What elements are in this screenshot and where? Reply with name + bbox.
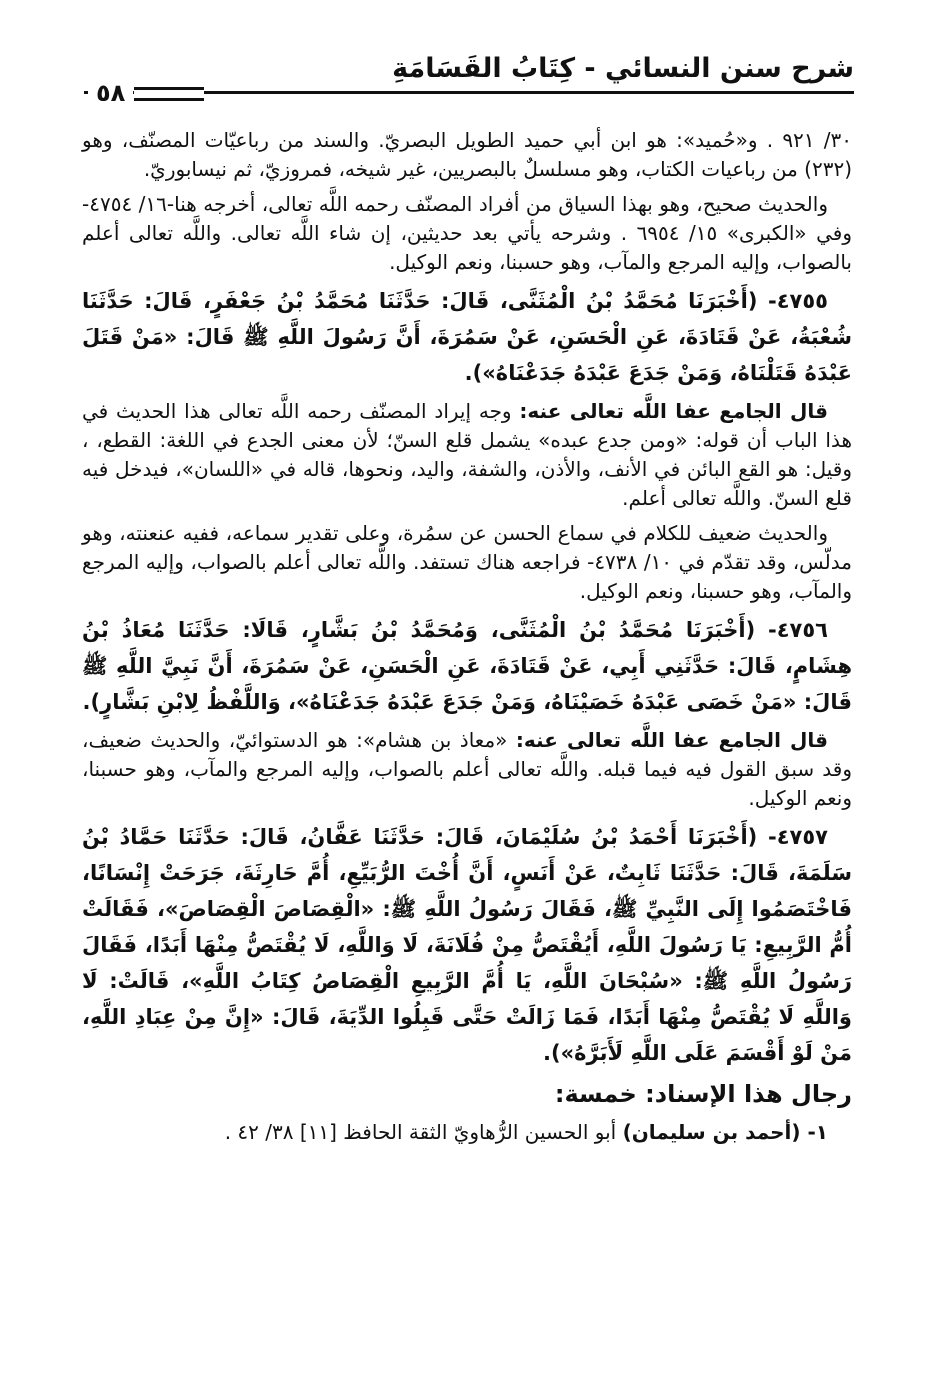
paragraph-isnad-note: ٣٠/ ٩٢١ . و«حُميد»: هو ابن أبي حميد الطويل البصريّ. والسند من رباعيّات المصنّف، وهو (٢٣٢) من رباعيات الكتاب، وهو مسلسلٌ بالبصريين، غير شيخه، فمروزيّ، ثم نيسابوريّ. [82, 128, 852, 181]
running-title: شرح سنن النسائي - كِتَابُ القَسَامَةِ [392, 53, 854, 84]
commentary-4756 [82, 726, 852, 813]
commentary-text: وجه إيراد المصنّف رحمه اللَّه تعالى هذا الحديث في هذا الباب أن قوله: «ومن جدع عبده» يشمل قلع السنّ؛ لأن معنى الجدع في اللغة: القطع، ، وقيل: هو القع البائن في الأنف، والأذن، والشفة، واليد، ونحوها، قاله في «اللسان»، فيدخل فيه قلع السنّ. واللَّه تعالى أعلم. [82, 399, 852, 510]
hadith-4756: ٤٧٥٦- (أَخْبَرَنَا مُحَمَّدُ بْنُ الْمُثَنَّى، وَمُحَمَّدُ بْنُ بَشَّارٍ، قَالَا: حَدَّثَنَا مُعَاذُ بْنُ هِشَامٍ، قَالَ: حَدَّثَنِي أَبِي، عَنْ قَتَادَةَ، عَنِ الْحَسَنِ، عَنْ سَمُرَةَ، أَنَّ نَبِيَّ اللَّهِ ﷺ قَالَ: «مَنْ خَصَى عَبْدَهُ خَصَيْنَاهُ، وَمَنْ جَدَعَ عَبْدَهُ جَدَعْنَاهُ»، وَاللَّفْظُ لِابْنِ بَشَّارٍ). [82, 618, 852, 714]
commentary-lead: قال الجامع عفا اللَّه تعالى عنه: [519, 399, 828, 423]
rijal-heading: رجال هذا الإسناد: خمسة: [554, 1080, 852, 1108]
hadith-4757: ٤٧٥٧- (أَخْبَرَنَا أَحْمَدُ بْنُ سُلَيْمَانَ، قَالَ: حَدَّثَنَا عَفَّانُ، قَالَ: حَدَّثَنَا حَمَّادُ بْنُ سَلَمَةَ، قَالَ: حَدَّثَنَا ثَابِتٌ، عَنْ أَنَسٍ، أَنَّ أُخْتَ الرُّبَيِّعِ، أُمَّ حَارِثَةَ، جَرَحَتْ إِنْسَانًا، فَاخْتَصَمُوا إِلَى النَّبِيِّ ﷺ، فَقَالَ رَسُولُ اللَّهِ ﷺ: «الْقِصَاصَ الْقِصَاصَ»، فَقَالَتْ أُمُّ الرَّبِيعِ: يَا رَسُولَ اللَّهِ، أَيُقْتَصُّ مِنْ فُلَانَةَ، لَا وَاللَّهِ، لَا يُقْتَصُّ مِنْهَا أَبَدًا، فَقَالَ رَسُولُ اللَّهِ ﷺ: «سُبْحَانَ اللَّهِ، يَا أُمَّ الرَّبِيعِ الْقِصَاصُ كِتَابُ اللَّهِ»، قَالَتْ: لَا وَاللَّهِ لَا يُقْتَصُّ مِنْهَا أَبَدًا، فَمَا زَالَتْ حَتَّى قَبِلُوا الدِّيَةَ، قَالَ: «إِنَّ مِنْ عِبَادِ اللَّهِ، مَنْ لَوْ أَقْسَمَ عَلَى اللَّهِ لَأَبَرَّهُ»). [82, 825, 852, 1065]
narrator-description: أبو الحسين الرُّهاويّ الثقة الحافظ [١١] ٣٨/ ٤٢ . [224, 1120, 623, 1144]
commentary-text: «معاذ بن هشام»: هو الدستوائيّ، والحديث ضعيف، وقد سبق القول فيه فيما قبله. واللَّه تعالى أعلم بالصواب، وإليه المرجع والمآب، وهو حسبنا، ونعم الوكيل. [82, 728, 852, 810]
page-body [82, 126, 852, 1153]
hadith-4755: ٤٧٥٥- (أَخْبَرَنَا مُحَمَّدُ بْنُ الْمُثَنَّى، قَالَ: حَدَّثَنَا مُحَمَّدُ بْنُ جَعْفَرٍ، قَالَ: حَدَّثَنَا شُعْبَةُ، عَنْ قَتَادَةَ، عَنِ الْحَسَنِ، عَنْ سَمُرَةَ، أَنَّ رَسُولَ اللَّهِ ﷺ قَالَ: «مَنْ قَتَلَ عَبْدَهُ قَتَلْنَاهُ، وَمَنْ جَدَعَ عَبْدَهُ جَدَعْنَاهُ»). [82, 289, 852, 385]
page-number-ornament [134, 87, 204, 101]
page-number: ٥٨ [88, 78, 133, 108]
commentary-4755 [82, 397, 852, 513]
rijal-item-1 [82, 1117, 852, 1147]
commentary-lead: قال الجامع عفا اللَّه تعالى عنه: [515, 728, 828, 752]
paragraph-hadith-grading: والحديث صحيح، وهو بهذا السياق من أفراد المصنّف رحمه اللَّه تعالى، أخرجه هنا-١٦/ ٤٧٥٤- وفي «الكبرى» ١٥/ ٦٩٥٤ . وشرحه يأتي بعد حديثين، إن شاء اللَّه تعالى. واللَّه تعالى أعلم بالصواب، وإليه المرجع والمآب، وهو حسبنا، ونعم الوكيل. [82, 192, 852, 274]
page-header [84, 50, 854, 110]
paragraph-weakness-note: والحديث ضعيف للكلام في سماع الحسن عن سمُرة، وعلى تقدير سماعه، ففيه عنعنته، وهو مدلّس، وقد تقدّم في ١٠/ ٤٧٣٨- فراجعه هناك تستفد. واللَّه تعالى أعلم بالصواب، وإليه المرجع والمآب، وهو حسبنا، ونعم الوكيل. [82, 521, 852, 603]
narrator-name: ١- (أحمد بن سليمان) [622, 1120, 828, 1144]
